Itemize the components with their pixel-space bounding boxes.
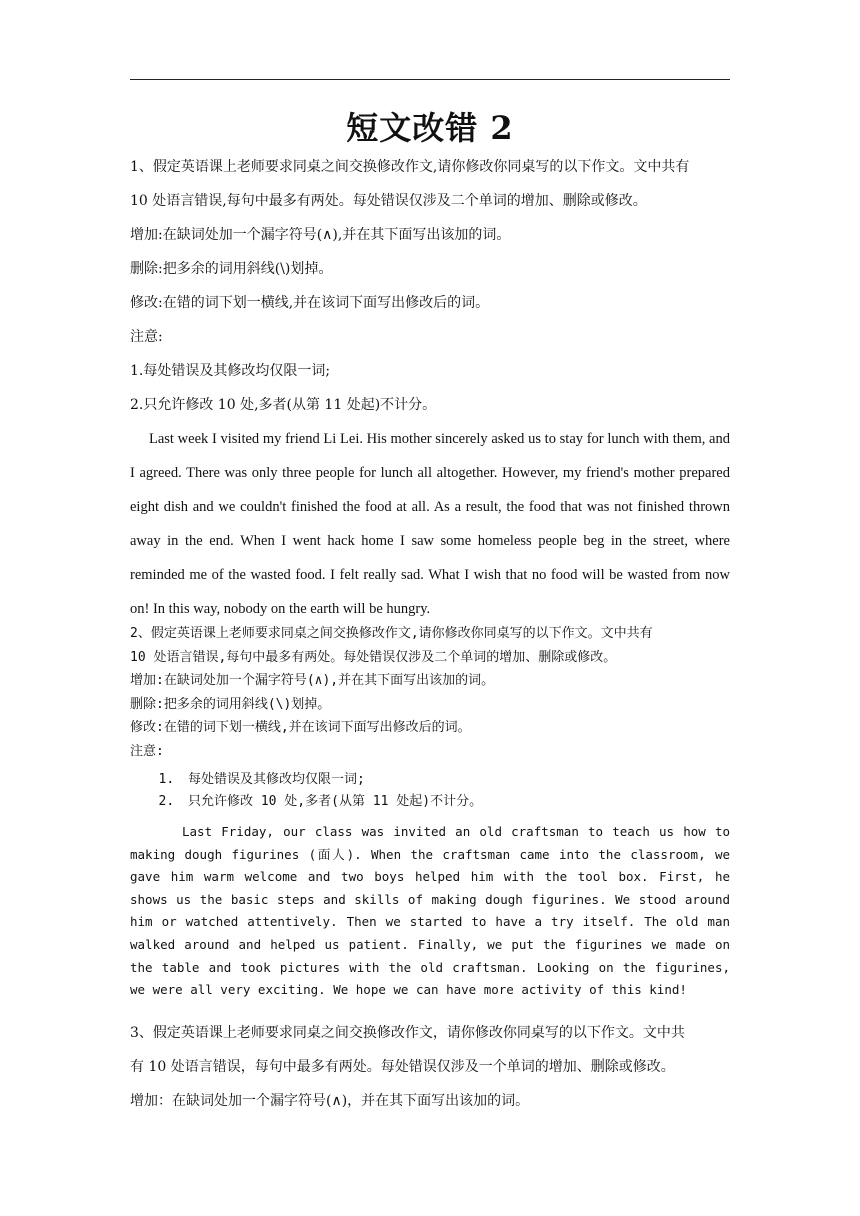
- add-rule: 增加:在缺词处加一个漏字符号(∧),并在其下面写出该加的词。: [130, 673, 495, 688]
- note-item: 1. 每处错误及其修改均仅限一词;: [182, 769, 730, 791]
- instruction-line: 1、假定英语课上老师要求同桌之间交换修改作文,请你修改你同桌写的以下作文。文中共有: [130, 159, 690, 175]
- modify-rule: 修改:在错的词下划一横线,并在该词下面写出修改后的词。: [130, 295, 490, 311]
- instruction-line: 3、假定英语课上老师要求同桌之间交换修改作文，请你修改你同桌写的以下作文。文中共: [130, 1025, 685, 1041]
- note-label: 注意:: [130, 743, 164, 759]
- passage-paragraph: [130, 821, 730, 1002]
- delete-rule: 删除:把多余的词用斜线(\)划掉。: [130, 261, 333, 277]
- add-rule: 增加:在缺词处加一个漏字符号(∧),并在其下面写出该加的词。: [130, 227, 511, 243]
- note-item: 1.每处错误及其修改均仅限一词;: [130, 363, 331, 379]
- note-label: 注意:: [130, 329, 163, 345]
- exercise-2: [130, 622, 730, 1002]
- header-rule: [130, 79, 730, 80]
- instruction-line: 10 处语言错误,每句中最多有两处。每处错误仅涉及二个单词的增加、删除或修改。: [130, 193, 647, 209]
- delete-rule: 删除:把多余的词用斜线(\)划掉。: [130, 696, 331, 712]
- instruction-line: 有 10 处语言错误，每句中最多有两处。每处错误仅涉及一个单词的增加、删除或修改。: [130, 1059, 675, 1075]
- instruction-line: 2、假定英语课上老师要求同桌之间交换修改作文,请你修改你同桌写的以下作文。文中共有: [130, 626, 653, 641]
- page-title: 短文改错 2: [346, 109, 514, 147]
- instruction-line: 10 处语言错误,每句中最多有两处。每处错误仅涉及二个单词的增加、删除或修改。: [130, 649, 617, 665]
- modify-rule: 修改:在错的词下划一横线,并在该词下面写出修改后的词。: [130, 720, 471, 735]
- note-list: [130, 769, 730, 813]
- passage-text: Last week I visited my friend Li Lei. His mother sincerely asked us to stay for lunch with them, and I agreed. There was only three people for lunch all altogether. However, my friend's mother prepared eight dish and we couldn't finished the food at all. As a result, the food that was not finished thrown away in the end. When I went hack home I saw some homeless people beg in the street, where reminded me of the wasted food. I felt really sad. What I wish that no food will be wasted from now on! In this way, nobody on the earth will be hungry.: [130, 431, 730, 617]
- note-item: 2. 只允许修改 10 处,多者(从第 11 处起)不计分。: [182, 791, 730, 813]
- exercise-1: [130, 150, 730, 626]
- passage-paragraph: [130, 422, 730, 626]
- passage-text: Last Friday, our class was invited an old craftsman to teach us how to making dough figurines (面人). When the craftsman came into the classroom, we gave him warm welcome and two boys helped him with the tool box. First, he shows us the basic steps and skills of making dough figurines. We stood around him or watched attentively. Then we started to have a try itself. The old man walked around and helped us patient. Finally, we put the figurines we made on the table and took pictures with the old craftsman. Looking on the figurines, we were all very exciting. We hope we can have more activity of this kind!: [130, 824, 730, 998]
- note-item: 2.只允许修改 10 处,多者(从第 11 处起)不计分。: [130, 397, 437, 413]
- exercise-3: [130, 1016, 730, 1118]
- add-rule: 增加：在缺词处加一个漏字符号(∧)，并在其下面写出该加的词。: [130, 1093, 530, 1109]
